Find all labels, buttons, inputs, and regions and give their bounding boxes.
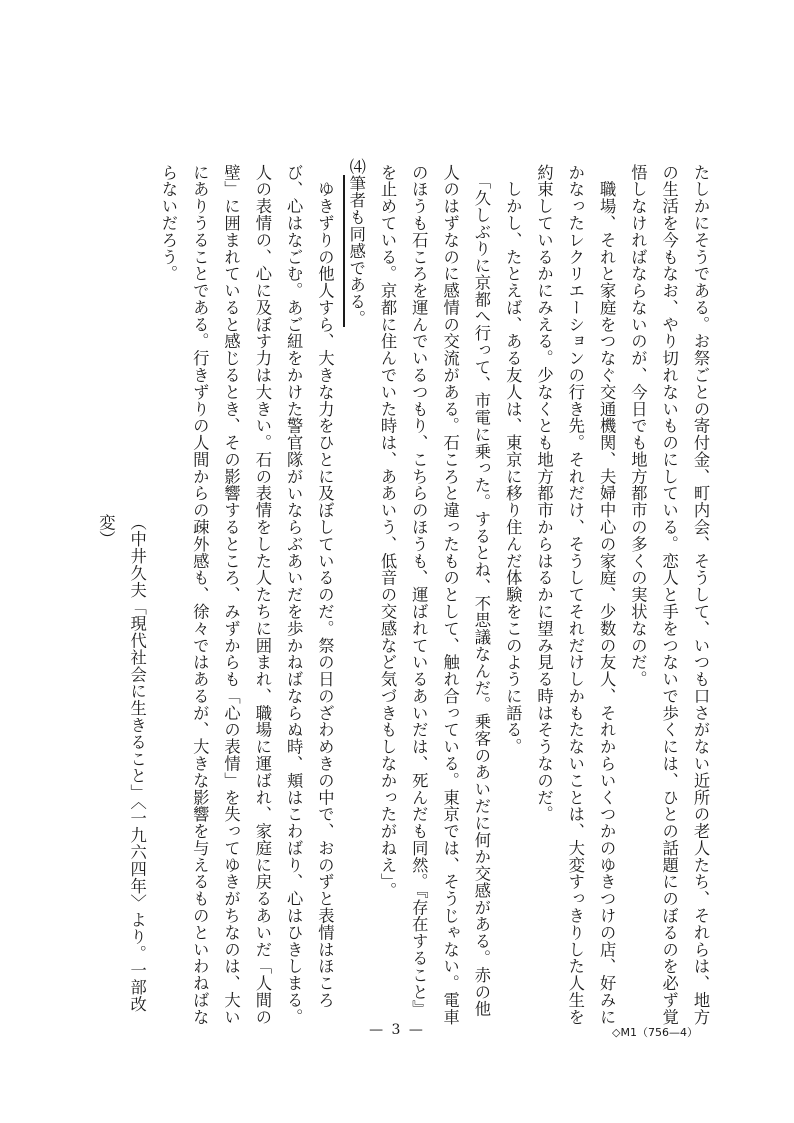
question-number: ⑷	[346, 158, 366, 175]
paragraph-5-part-a: ゆきずりの他人すら、大きな力をひとに及ぼしているのだ。祭の日のざわめきの中で、おのずと表情はほころび、心はなごむ。あご	[284, 164, 335, 1009]
paragraph-3: しかし、たとえば、ある友人は、東京に移り住んだ体験をこのように語る。	[503, 164, 523, 756]
page-number: — 3 —	[369, 1022, 425, 1038]
paragraph-5	[153, 164, 341, 1030]
underlined-sentence: 筆者も同感である。	[343, 175, 366, 327]
main-text	[96, 158, 716, 1030]
paragraph-4: 「久しぶりに京都へ行って、市電に乗った。するとね、不思議なんだ。乗客のあいだに何か交感がある。赤の他人のはずなのに感情の交流がある。石ころと違ったものとして、触れ合っている。東京では、そうじゃない。電車のほうも石ころを運んでいるつもり、こちらのほうも、運ばれているあいだは、死んだも同然。『存在すること』を止めている。京都に住んでいた時は、ああいう、低音の交感など気づきもしなかったがねえ」。	[378, 164, 491, 1026]
question-line	[340, 158, 371, 1030]
paragraph-2: 職場、それと家庭をつなぐ交通機関、夫婦中心の家庭、少数の友人、それからいくつかのゆきつけの店、好みにかなったレクリエーションの行き先。それだけ、そうしてそれだけしかもたないことは、大変すっきりした人生を約束しているかにみえる。少なくとも地方都市からはるかに望み見る時はそうなのだ。	[534, 164, 617, 1026]
exam-code: ◇M1（756—4）	[612, 1026, 698, 1039]
himo-word: 紐	[284, 332, 304, 350]
source-citation: （中井久夫「現代社会に生きること」〈一九六四年〉より。一部改変）	[96, 514, 147, 1013]
paragraph-5-part-c: をかけた警官隊がいならぶあいだを歩かねばならぬ時、頬はこわばり、心はひきしまる。人の表情の、心に及ぼす力は大きい。石の表情をした人たちに囲まれ、職場に運ばれ、家庭に戻るあいだ「人間の壁」に囲まれていると感じるとき、その影響するところ、みずからも「心の表情」を失ってゆきがちなのは、大いにありうることである。行きずりの人間からの疎外感も、徐々ではあるが、大きな影響を与えるものといわねばならないだろう。	[158, 164, 304, 1026]
paragraph-1: たしかにそうである。お祭ごとの寄付金、町内会、そうして、いつも口さがない近所の老人たち、それらは、地方の生活を今もなお、やり切れないものにしている。恋人と手をつないで歩くには、ひとの話題にのぼるのを必ず覚悟しなければならないのが、今日でも地方都市の多くの実状なのだ。	[628, 164, 710, 1026]
